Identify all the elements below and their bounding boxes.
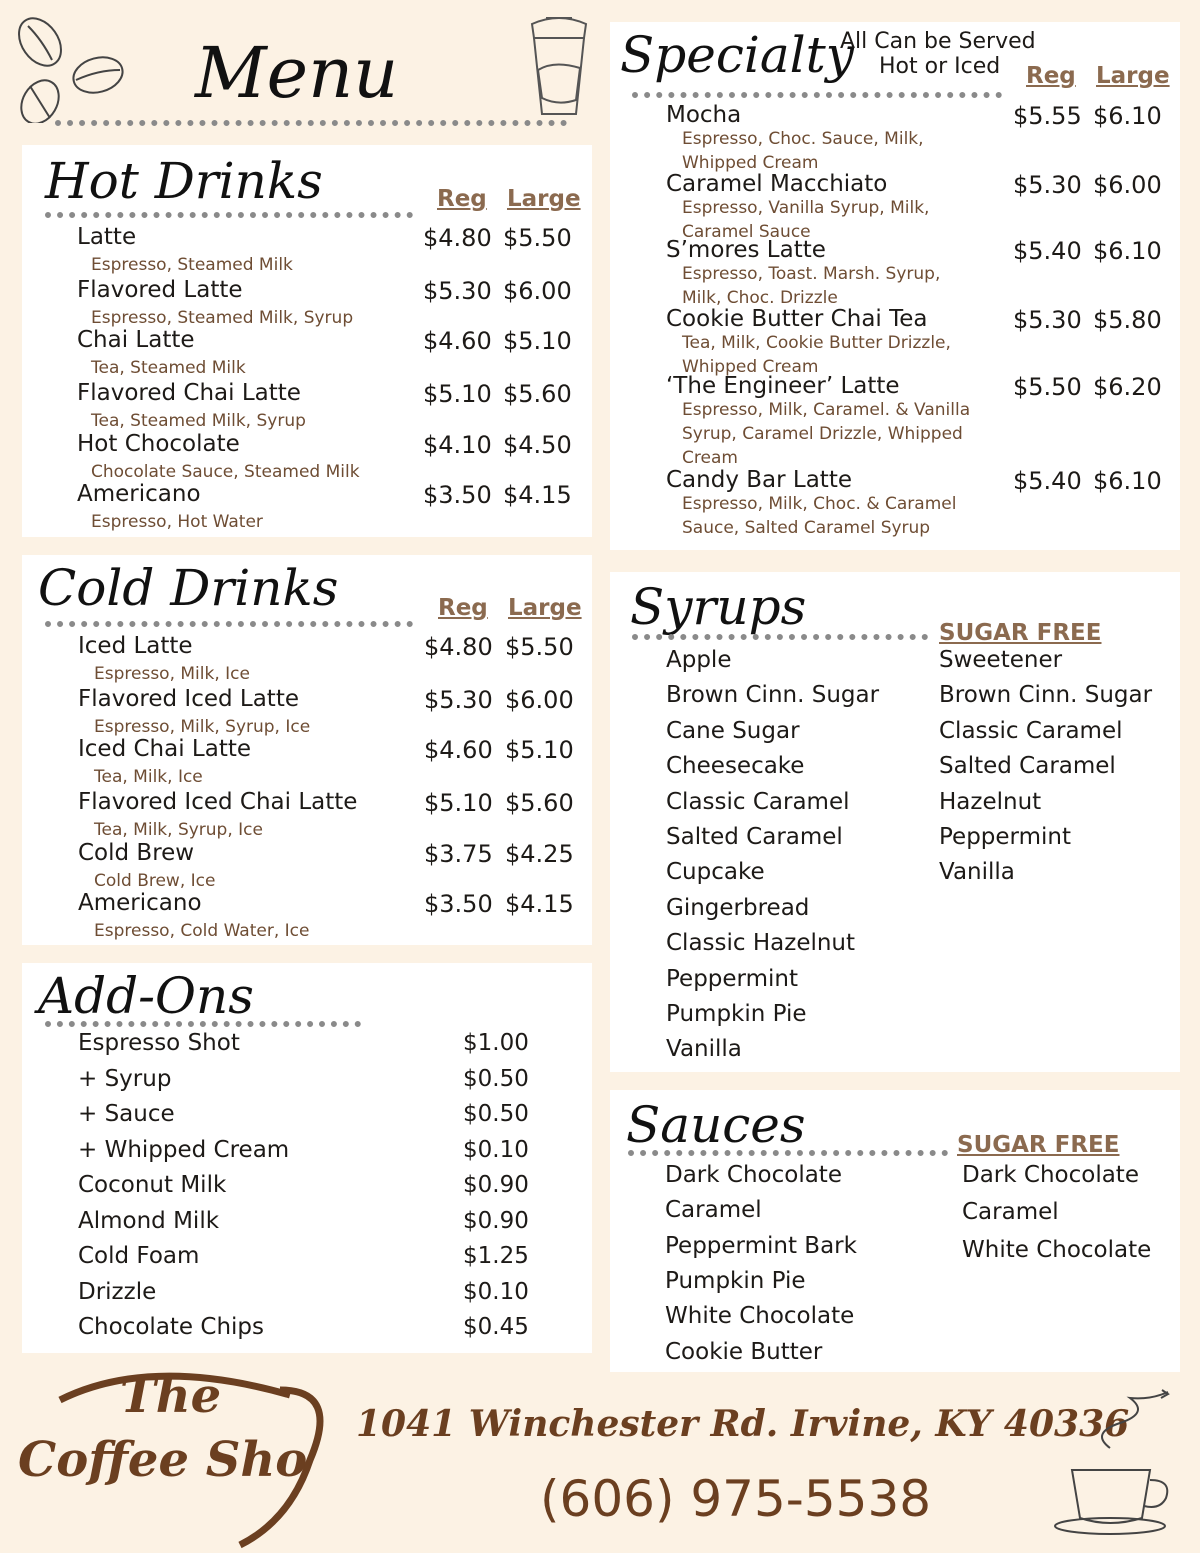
item-description: Tea, Steamed Milk, Syrup [91, 411, 306, 431]
item-price-large: $6.10 [1093, 467, 1162, 495]
syrups-sugar-free-label: SUGAR FREE [939, 620, 1102, 646]
menu-item-row [77, 224, 577, 280]
cold-drinks-title: Cold Drinks [38, 559, 339, 617]
sauce-sugar-free-item: Caramel [962, 1199, 1059, 1226]
item-price-reg: $5.10 [423, 380, 492, 408]
addon-name: Cold Foam [78, 1243, 200, 1269]
item-price-large: $4.15 [503, 481, 572, 509]
item-description: Espresso, Hot Water [91, 512, 263, 532]
specialty-title: Specialty [620, 26, 854, 84]
item-price-reg: $5.55 [1013, 102, 1082, 130]
hot-col-reg: Reg [437, 186, 487, 212]
item-price-large: $6.00 [505, 686, 574, 714]
item-name: Cookie Butter Chai Tea [666, 306, 928, 332]
phone: (606) 975-5538 [540, 1470, 932, 1528]
addon-name: Almond Milk [78, 1207, 220, 1234]
sauce-item: White Chocolate [665, 1303, 855, 1330]
syrup-item: Brown Cinn. Sugar [666, 682, 880, 709]
addon-name: + Syrup [78, 1065, 172, 1092]
item-description-line: Espresso, Toast. Marsh. Syrup, [682, 264, 941, 284]
item-price-reg: $4.80 [423, 224, 492, 252]
sauce-item: Caramel [665, 1197, 762, 1224]
addon-row [78, 1314, 538, 1346]
coffee-beans-icon [8, 8, 128, 123]
item-price-reg: $5.40 [1013, 467, 1082, 495]
sauce-sugar-free-item: Dark Chocolate [962, 1162, 1139, 1188]
item-description: Tea, Milk, Ice [94, 767, 203, 787]
item-price-large: $4.50 [503, 431, 572, 459]
syrup-sugar-free-item: Sweetener [939, 647, 1063, 673]
item-price-large: $6.20 [1093, 373, 1162, 401]
syrup-item: Classic Caramel [666, 788, 850, 815]
item-name: Mocha [666, 102, 742, 128]
addon-row [78, 1030, 538, 1062]
syrup-item: Cane Sugar [666, 717, 800, 744]
menu-item-row [78, 686, 578, 742]
item-price-large: $5.50 [505, 633, 574, 661]
addon-price: $0.90 [463, 1172, 529, 1198]
item-description-line: Espresso, Milk, Caramel. & Vanilla [682, 400, 971, 420]
item-description: Espresso, Steamed Milk [91, 255, 293, 275]
item-price-reg: $5.30 [423, 277, 492, 305]
sauce-item: Pumpkin Pie [665, 1267, 806, 1294]
item-price-large: $6.10 [1093, 237, 1162, 265]
addon-price: $1.25 [463, 1243, 529, 1269]
syrup-sugar-free-item: Brown Cinn. Sugar [939, 682, 1153, 709]
logo-line1: The [120, 1368, 222, 1424]
cold-drinks-divider [45, 621, 413, 627]
item-name: Cold Brew [78, 840, 195, 866]
coffee-mug-icon [1050, 1388, 1190, 1538]
addon-row [78, 1137, 538, 1169]
item-description-line: Espresso, Milk, Choc. & Caramel [682, 494, 957, 514]
syrup-sugar-free-item: Peppermint [939, 824, 1071, 850]
addons-title: Add-Ons [38, 967, 254, 1025]
item-description-line: Cream [682, 448, 738, 468]
item-description-line: Espresso, Choc. Sauce, Milk, [682, 129, 924, 149]
menu-item-row [77, 327, 577, 383]
cold-col-reg: Reg [438, 595, 488, 621]
item-price-reg: $3.50 [423, 481, 492, 509]
addon-price: $0.10 [463, 1278, 529, 1305]
item-description-line: Whipped Cream [682, 357, 819, 377]
addon-row [78, 1172, 538, 1204]
specialty-item-row [666, 102, 1166, 173]
syrup-item: Cupcake [666, 859, 765, 886]
sauces-sugar-free-label: SUGAR FREE [957, 1132, 1120, 1158]
item-name: Latte [77, 224, 137, 250]
item-description: Tea, Milk, Syrup, Ice [94, 820, 263, 840]
specialty-note-line1: All Can be Served [840, 29, 1036, 54]
addon-name: Espresso Shot [78, 1030, 240, 1056]
item-price-reg: $3.75 [424, 840, 493, 868]
item-price-reg: $3.50 [424, 890, 493, 918]
item-price-large: $5.80 [1093, 306, 1162, 334]
item-description: Espresso, Steamed Milk, Syrup [91, 308, 354, 328]
syrups-title: Syrups [630, 578, 807, 636]
menu-item-row [78, 840, 578, 896]
item-price-reg: $4.60 [423, 327, 492, 355]
syrup-sugar-free-item: Hazelnut [939, 788, 1042, 815]
syrup-item: Gingerbread [666, 894, 810, 921]
specialty-item-row [666, 171, 1166, 242]
item-price-large: $5.60 [503, 380, 572, 408]
item-price-large: $5.60 [505, 789, 574, 817]
item-description-line: Espresso, Vanilla Syrup, Milk, [682, 198, 930, 218]
item-price-large: $6.00 [503, 277, 572, 305]
item-name: Americano [78, 890, 202, 916]
specialty-col-large: Large [1096, 63, 1170, 89]
sauce-item: Dark Chocolate [665, 1162, 842, 1188]
item-name: Americano [77, 481, 201, 507]
syrup-item: Apple [666, 647, 732, 673]
sauce-item: Cookie Butter [665, 1338, 823, 1365]
item-name: Flavored Latte [77, 277, 243, 303]
specialty-item-row [666, 237, 1166, 308]
item-price-reg: $5.30 [424, 686, 493, 714]
item-description [682, 398, 970, 470]
addon-name: + Sauce [78, 1101, 175, 1127]
item-description: Espresso, Milk, Syrup, Ice [94, 717, 311, 737]
item-description-line: Tea, Milk, Cookie Butter Drizzle, [682, 333, 951, 353]
item-description: Espresso, Milk, Ice [94, 664, 250, 684]
item-price-reg: $4.10 [423, 431, 492, 459]
item-description [682, 127, 924, 175]
item-name: Flavored Iced Latte [78, 686, 299, 712]
syrup-sugar-free-item: Salted Caramel [939, 753, 1116, 780]
item-description: Tea, Steamed Milk [91, 358, 246, 378]
menu-item-row [77, 481, 577, 537]
specialty-item-row [666, 467, 1166, 538]
hot-drinks-divider [45, 212, 413, 218]
menu-item-row [77, 431, 577, 487]
item-name: Chai Latte [77, 327, 195, 353]
specialty-col-reg: Reg [1026, 63, 1076, 89]
item-name: Flavored Iced Chai Latte [78, 789, 358, 815]
syrup-item: Pumpkin Pie [666, 1001, 807, 1027]
item-price-reg: $5.40 [1013, 237, 1082, 265]
specialty-item-row [666, 306, 1166, 377]
addon-name: Chocolate Chips [78, 1314, 264, 1340]
hot-drinks-title: Hot Drinks [45, 152, 323, 210]
item-description-line: Milk, Choc. Drizzle [682, 288, 838, 308]
addon-price: $0.50 [463, 1101, 529, 1127]
sauces-divider [628, 1150, 948, 1156]
addons-divider [45, 1021, 361, 1027]
syrup-item: Cheesecake [666, 753, 805, 780]
item-price-reg: $4.60 [424, 736, 493, 764]
item-description: Espresso, Cold Water, Ice [94, 921, 310, 941]
item-price-large: $4.25 [505, 840, 574, 868]
coffee-cup-icon [524, 10, 594, 120]
menu-item-row [78, 890, 578, 946]
item-description: Cold Brew, Ice [94, 871, 216, 891]
menu-title: Menu [195, 32, 399, 114]
syrups-divider [632, 634, 928, 640]
cold-col-large: Large [508, 595, 582, 621]
item-price-reg: $4.80 [424, 633, 493, 661]
menu-item-row [78, 789, 578, 845]
menu-item-row [77, 277, 577, 333]
item-name: S’mores Latte [666, 237, 826, 263]
addon-row [78, 1066, 538, 1098]
item-price-large: $6.10 [1093, 102, 1162, 130]
menu-item-row [78, 736, 578, 792]
addon-name: Coconut Milk [78, 1172, 227, 1198]
item-price-reg: $5.10 [424, 789, 493, 817]
addon-row [78, 1243, 538, 1275]
specialty-divider [632, 92, 1002, 98]
addon-row [78, 1279, 538, 1311]
specialty-note-line2: Hot or Iced [879, 54, 1001, 79]
addon-price: $0.10 [463, 1136, 529, 1163]
item-description: Chocolate Sauce, Steamed Milk [91, 462, 360, 482]
syrup-sugar-free-item: Vanilla [939, 859, 1015, 886]
item-name: Iced Chai Latte [78, 736, 252, 762]
item-description-line: Whipped Cream [682, 153, 819, 173]
item-description-line: Caramel Sauce [682, 222, 811, 242]
item-price-large: $4.15 [505, 890, 574, 918]
menu-item-row [77, 380, 577, 436]
item-price-large: $5.10 [503, 327, 572, 355]
item-price-large: $5.50 [503, 224, 572, 252]
item-name: Flavored Chai Latte [77, 380, 301, 406]
sauce-sugar-free-item: White Chocolate [962, 1236, 1152, 1263]
specialty-item-row [666, 373, 1166, 468]
addon-name: Drizzle [78, 1278, 157, 1305]
item-description [682, 492, 956, 540]
item-description-line: Syrup, Caramel Drizzle, Whipped [682, 424, 963, 444]
item-description [682, 262, 940, 310]
item-name: Caramel Macchiato [666, 171, 888, 197]
item-description [682, 331, 951, 379]
addon-price: $0.45 [463, 1314, 529, 1340]
addon-row [78, 1101, 538, 1133]
item-price-reg: $5.50 [1013, 373, 1082, 401]
addon-price: $0.90 [463, 1207, 529, 1234]
addon-price: $1.00 [463, 1030, 529, 1056]
sauce-item: Peppermint Bark [665, 1232, 857, 1259]
addon-name: + Whipped Cream [78, 1136, 290, 1163]
syrup-item: Salted Caramel [666, 824, 843, 850]
item-price-large: $5.10 [505, 736, 574, 764]
menu-title-divider [55, 120, 567, 126]
syrup-item: Vanilla [666, 1036, 742, 1063]
item-price-large: $6.00 [1093, 171, 1162, 199]
addon-row [78, 1208, 538, 1240]
address: 1041 Winchester Rd. Irvine, KY 40336 [356, 1403, 1130, 1445]
syrup-item: Peppermint [666, 965, 798, 992]
item-price-reg: $5.30 [1013, 306, 1082, 334]
item-name: Hot Chocolate [77, 431, 240, 457]
item-name: Iced Latte [78, 633, 193, 659]
logo [10, 1360, 350, 1550]
sauces-title: Sauces [626, 1096, 806, 1154]
addon-price: $0.50 [463, 1065, 529, 1092]
logo-line2: Coffee Sho [18, 1432, 308, 1488]
item-name: ‘The Engineer’ Latte [666, 373, 900, 399]
menu-item-row [78, 633, 578, 689]
hot-col-large: Large [507, 186, 581, 212]
item-name: Candy Bar Latte [666, 467, 852, 493]
item-description-line: Sauce, Salted Caramel Syrup [682, 518, 931, 538]
syrup-sugar-free-item: Classic Caramel [939, 717, 1123, 744]
syrup-item: Classic Hazelnut [666, 930, 856, 957]
item-price-reg: $5.30 [1013, 171, 1082, 199]
